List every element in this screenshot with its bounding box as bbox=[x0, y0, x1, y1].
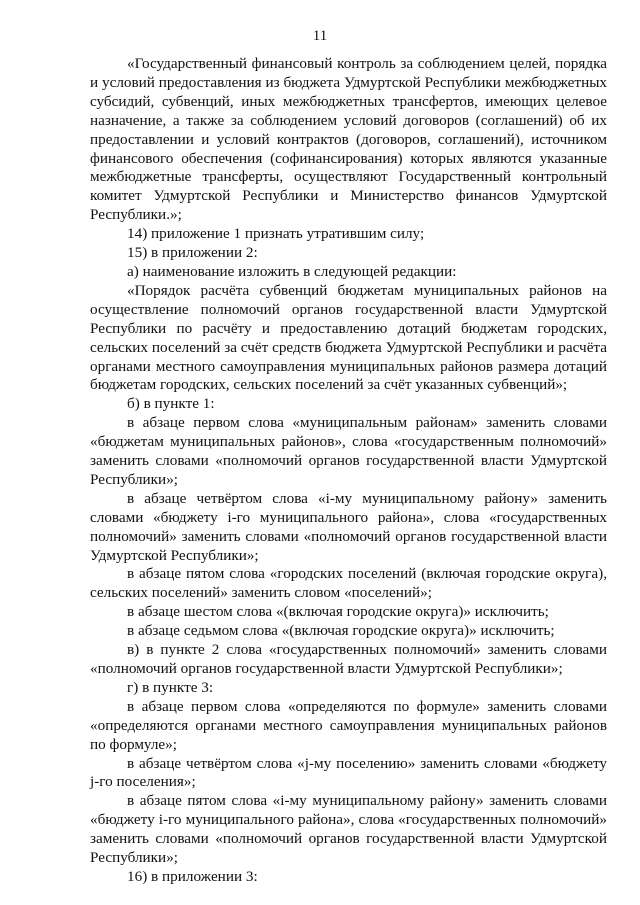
paragraph-p3-abzac-1: в абзаце первом слова «определяются по формуле» заменить словами «определяются органами местного самоуправления муниципальных районов по формуле»; bbox=[90, 697, 607, 753]
paragraph-new-title: «Порядок расчёта субвенций бюджетам муниципальных районов на осуществление полномочий органов государственной власти Удмуртской Республики по расчёту и предоставлению дотаций бюджетам городских, сельских поселений за счёт средств бюджета Удмуртской Республики и расчёта органами местного самоуправления муниципальных районов размера дотаций бюджетам городских, сельских поселений за счёт указанных субвенций»; bbox=[90, 281, 607, 394]
document-body bbox=[90, 55, 607, 887]
paragraph-abzac-4: в абзаце четвёртом слова «i-му муниципальному району» заменить словами «бюджету i-го муниципального района», слова «государственных полномочий» заменить словами «полномочий органов государственной власти Удмуртской Республики»; bbox=[90, 489, 607, 564]
paragraph-item-15v: в) в пункте 2 слова «государственных полномочий» заменить словами «полномочий органов государственной власти Удмуртской Республики»; bbox=[90, 641, 607, 677]
paragraph-p3-abzac-4: в абзаце четвёртом слова «j-му поселению» заменить словами «бюджету j-го поселения»; bbox=[90, 754, 607, 791]
paragraph-p3-abzac-5: в абзаце пятом слова «i-му муниципальному району» заменить словами «бюджету i-го муниципального района», слова «государственных полномочий» заменить словами «полномочий органов государственной власти Удмуртской Республики»; bbox=[90, 792, 607, 867]
paragraph-item-15a: а) наименование изложить в следующей редакции: bbox=[127, 262, 457, 280]
page-number: 11 bbox=[312, 28, 328, 44]
paragraph-item-15g: г) в пункте 3: bbox=[127, 678, 214, 696]
paragraph-abzac-6: в абзаце шестом слова «(включая городские округа)» исключить; bbox=[127, 603, 549, 621]
paragraph-item-15b: б) в пункте 1: bbox=[127, 395, 215, 413]
paragraph-abzac-1: в абзаце первом слова «муниципальным районам» заменить словами «бюджетам муниципальных районов», слова «государственным полномочий» заменить словами «полномочий органов государственной власти Удмуртской Республики»; bbox=[90, 414, 607, 488]
paragraph-abzac-7: в абзаце седьмом слова «(включая городские округа)» исключить; bbox=[127, 622, 555, 640]
paragraph-abzac-5: в абзаце пятом слова «городских поселений (включая городские округа), сельских поселений» заменить словом «поселений»; bbox=[90, 565, 607, 602]
paragraph-item-15: 15) в приложении 2: bbox=[127, 244, 258, 262]
paragraph-item-16: 16) в приложении 3: bbox=[127, 867, 258, 885]
paragraph-item-14: 14) приложение 1 признать утратившим силу; bbox=[127, 225, 425, 243]
paragraph-control-clause: «Государственный финансовый контроль за соблюдением целей, порядка и условий предоставления из бюджета Удмуртской Республики межбюджетных субсидий, субвенций, иных межбюджетных трансфертов, имеющих целевое назначение, а также за соблюдением условий договоров (соглашений) об их предоставлении и условий контрактов (договоров, соглашений), источником финансового обеспечения (софинансирования) которых являются указанные межбюджетные трансферты, осуществляют Государственный контрольный комитет Удмуртской Республики и Министерство финансов Удмуртской Республики.»; bbox=[90, 55, 607, 224]
